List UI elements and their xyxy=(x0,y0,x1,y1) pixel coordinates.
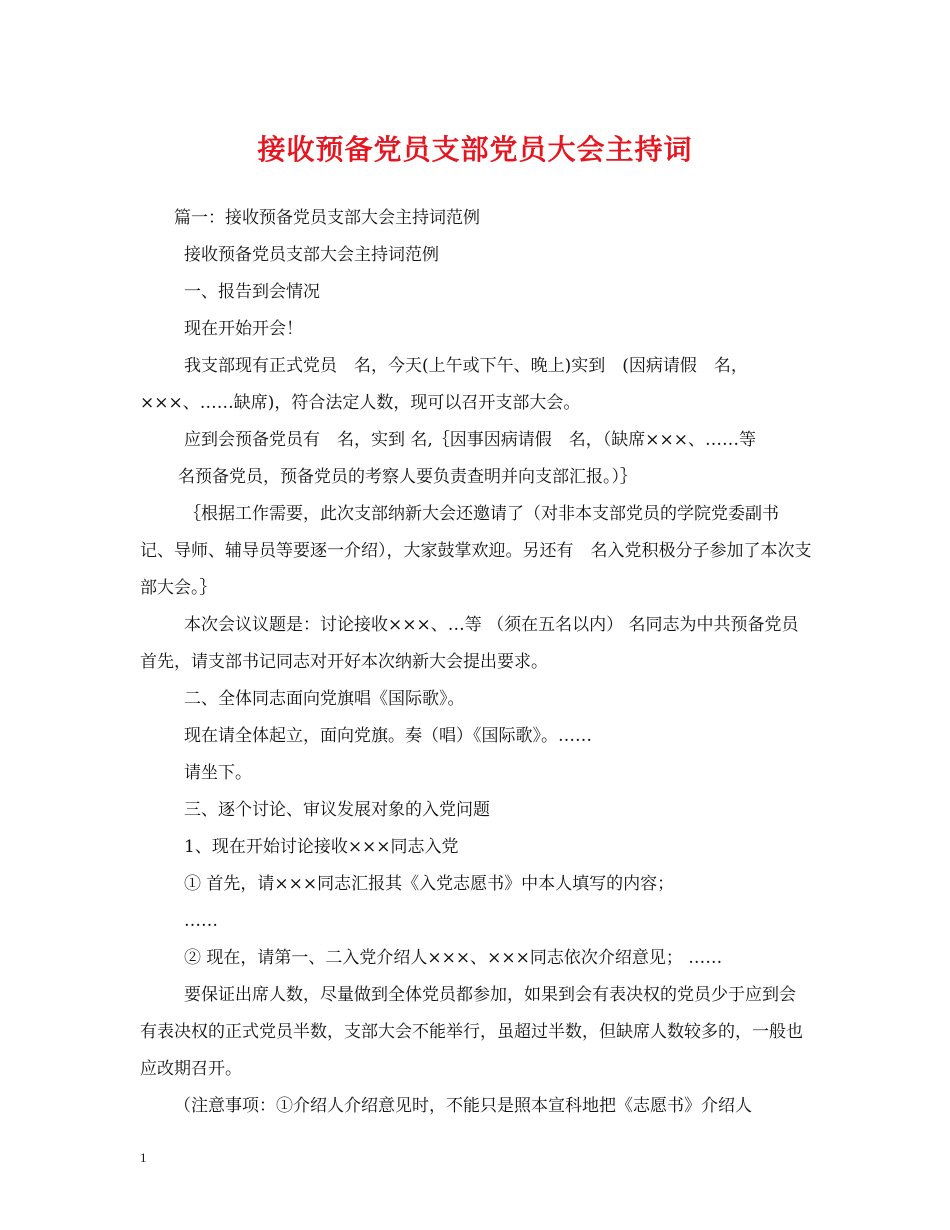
document-body xyxy=(140,200,812,1125)
paragraph: 本次会议议题是：讨论接收×××、…等 （须在五名以内） 名同志为中共预备党员 首先，请支部书记同志对开好本次纳新大会提出要求。 xyxy=(140,615,799,672)
paragraph: 三、逐个讨论、审议发展对象的入党问题 xyxy=(184,800,490,820)
paragraph: 现在请全体起立，面向党旗。奏（唱）《国际歌》。…… xyxy=(184,726,592,746)
paragraph: ① 首先，请×××同志汇报其《入党志愿书》中本人填写的内容； xyxy=(184,874,675,894)
paragraph: 请坐下。 xyxy=(184,763,252,783)
paragraph: 1、现在开始讨论接收×××同志入党 xyxy=(184,837,459,857)
paragraph: 二、全体同志面向党旗唱《国际歌》。 xyxy=(184,689,465,709)
paragraph: ｛根据工作需要，此次支部纳新大会还邀请了（对非本支部党员的学院党委副书记、导师、辅导员等要逐一介绍），大家鼓掌欢迎。另还有 名入党积极分子参加了本次支部大会。｝ xyxy=(140,504,812,598)
paragraph: ② 现在，请第一、二入党介绍人×××、×××同志依次介绍意见； …… xyxy=(184,948,723,968)
paragraph: 要保证出席人数，尽量做到全体党员都参加，如果到会有表决权的党员少于应到会有表决权的正式党员半数，支部大会不能举行，虽超过半数，但缺席人数较多的，一般也应改期召开。 xyxy=(140,985,803,1079)
paragraph: 名预备党员，预备党员的考察人要负责查明并向支部汇报。）｝ xyxy=(178,467,637,487)
page-number: 1 xyxy=(140,1150,147,1165)
paragraph: 篇一：接收预备党员支部大会主持词范例 xyxy=(174,208,480,228)
paragraph: （注意事项：①介绍人介绍意见时，不能只是照本宣科地把《志愿书》介绍人 xyxy=(174,1096,752,1116)
paragraph: 现在开始开会！ xyxy=(184,319,303,339)
paragraph: 我支部现有正式党员 名，今天(上午或下午、晚上)实到 (因病请假 名，×××、……缺席)，符合法定人数，现可以召开支部大会。 xyxy=(140,356,748,413)
paragraph: 应到会预备党员有 名，实到 名,｛因事因病请假 名，（缺席×××、……等 xyxy=(184,430,757,450)
paragraph: 一、报告到会情况 xyxy=(184,282,320,302)
paragraph: …… xyxy=(184,911,218,931)
document-title: 接收预备党员支部党员大会主持词 xyxy=(257,133,693,166)
paragraph: 接收预备党员支部大会主持词范例 xyxy=(184,245,439,265)
